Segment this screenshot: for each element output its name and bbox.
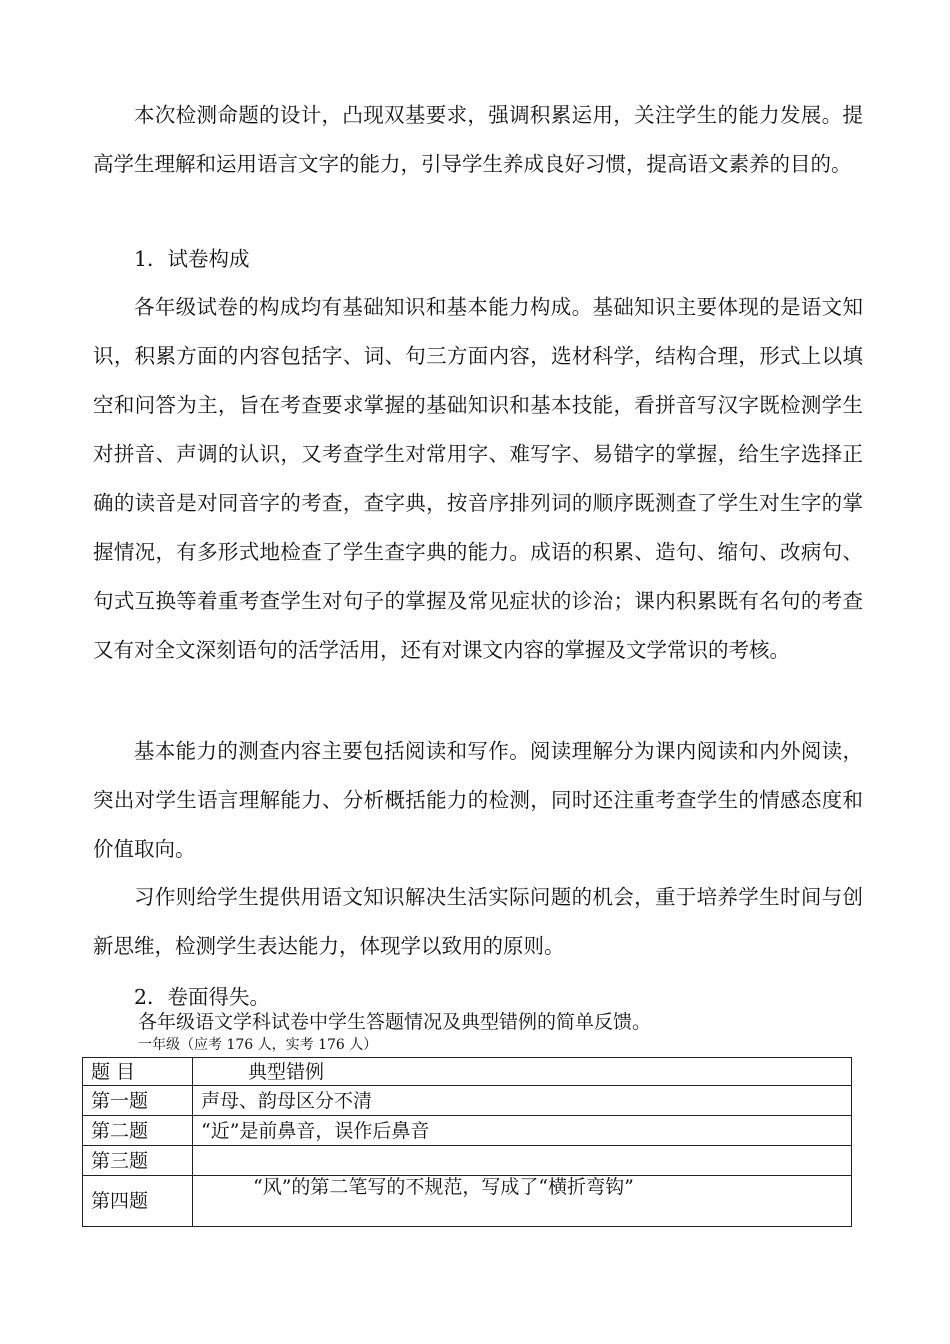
feedback-caption: 各年级语文学科试卷中学生答题情况及典型错例的简单反馈。 [138,1011,652,1033]
error-cell: “近”是前鼻音，误作后鼻音 [193,1116,852,1146]
typical-errors-table [82,1057,852,1227]
question-cell: 第一题 [83,1086,193,1116]
table-header-row [83,1058,852,1086]
table-row [83,1146,852,1176]
header-question: 题 目 [83,1058,193,1086]
table-row [83,1116,852,1146]
error-cell: 声母、韵母区分不清 [193,1086,852,1116]
intro-paragraph: 本次检测命题的设计，凸现双基要求，强调积累运用，关注学生的能力发展。提高学生理解和运用语言文字的能力，引导学生养成良好习惯，提高语文素养的目的。 [93,103,863,176]
question-cell: 第二题 [83,1116,193,1146]
question-cell: 第三题 [83,1146,193,1176]
error-cell: “风”的第二笔写的不规范，写成了“横折弯钩” [193,1176,852,1227]
section-heading-results: 2．卷面得失。 [134,985,271,1009]
writing-paragraph: 习作则给学生提供用语文知识解决生活实际问题的机会，重于培养学生时间与创新思维，检测学生表达能力，体现学以致用的原则。 [93,885,863,958]
error-cell [193,1146,852,1176]
question-cell: 第四题 [83,1176,193,1227]
table-row [83,1176,852,1227]
basic-knowledge-paragraph: 各年级试卷的构成均有基础知识和基本能力构成。基础知识主要体现的是语文知识，积累方面的内容包括字、词、句三方面内容，选材科学，结构合理，形式上以填空和问答为主，旨在考查要求掌握的基础知识和基本技能，看拼音写汉字既检测学生对拼音、声调的认识，又考查学生对常用字、难写字、易错字的掌握，给生字选择正确的读音是对同音字的考查，查字典，按音序排列词的顺序既测查了学生对生字的掌握情况，有多形式地检查了学生查字典的能力。成语的积累、造句、缩句、改病句、句式互换等着重考查学生对句子的掌握及常见症状的诊治；课内积累既有名句的考查又有对全文深刻语句的活学活用，还有对课文内容的掌握及文学常识的考核。 [93,295,863,662]
table-row [83,1086,852,1116]
basic-ability-paragraph: 基本能力的测查内容主要包括阅读和写作。阅读理解分为课内阅读和内外阅读，突出对学生语言理解能力、分析概括能力的检测，同时还注重考查学生的情感态度和价值取向。 [93,739,863,861]
section-heading-composition: 1．试卷构成 [134,247,250,271]
grade-one-caption: 一年级（应考 176 人，实考 176 人） [138,1037,378,1053]
header-typical-error: 典型错例 [193,1058,852,1086]
